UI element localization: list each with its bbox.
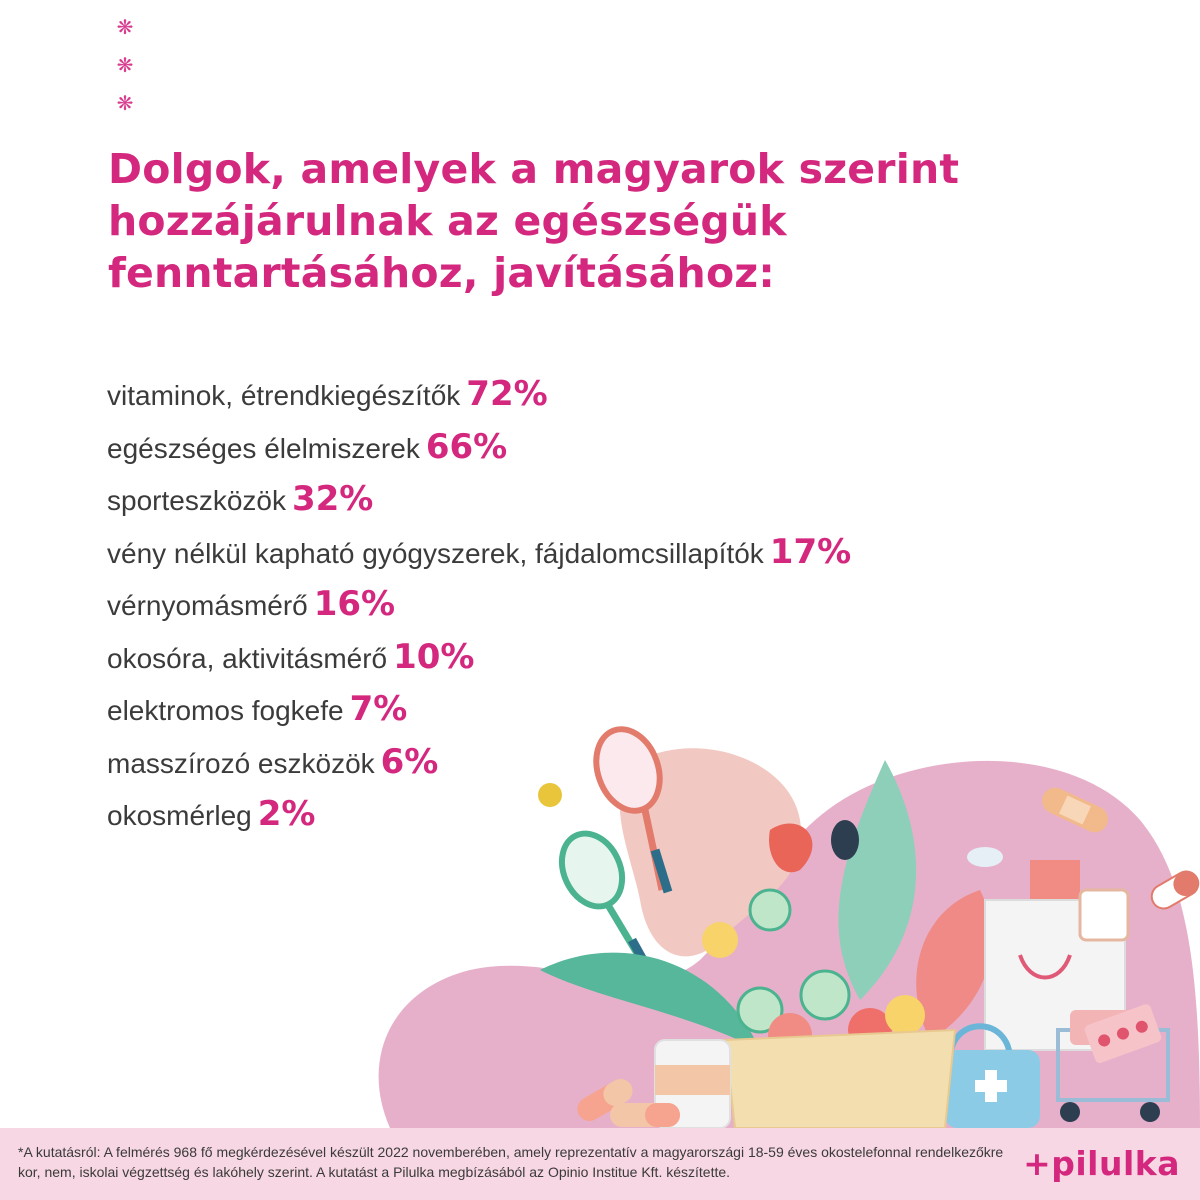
tennis-ball-icon xyxy=(538,783,562,807)
item-label: okosóra, aktivitásmérő xyxy=(107,642,388,674)
item-percent: 32% xyxy=(291,479,374,519)
item-label: vény nélkül kapható gyógyszerek, fájdalomcsillapítók xyxy=(107,537,764,569)
item-label: sporteszközök xyxy=(107,485,286,516)
star-icon: ❋ xyxy=(116,91,134,115)
item-label: vitaminok, étrendkiegészítők xyxy=(107,380,461,411)
item-percent: 72% xyxy=(466,374,548,414)
item-percent: 6% xyxy=(380,741,439,782)
list-item xyxy=(107,473,851,526)
item-percent: 2% xyxy=(257,794,316,834)
research-footnote: *A kutatásról: A felmérés 968 fő megkérdezésével készült 2022 novemberében, amely reprezentatív a magyarországi 18-59 éves okostelefonnal rendelkezőkre kor, nem, iskolai végzettség és lakóhely szerint. A kutatást a Pilulka megbízásából az Opinio Institue Kft. készítette. xyxy=(18,1144,1004,1180)
health-illustration xyxy=(300,700,1200,1130)
list-item xyxy=(107,578,851,631)
item-label: egészséges élelmiszerek xyxy=(107,432,420,464)
page-title: Dolgok, amelyek a magyarok szerint hozzájárulnak az egészségük fenntartásához, javításához: xyxy=(108,145,960,297)
item-percent: 17% xyxy=(769,531,852,572)
list-item xyxy=(107,526,851,579)
list-item xyxy=(107,368,851,421)
item-label: elektromos fogkefe xyxy=(107,695,344,726)
item-percent: 7% xyxy=(349,689,408,729)
list-item xyxy=(107,421,851,474)
item-label: vérnyomásmérő xyxy=(107,590,308,621)
star-icon: ❋ xyxy=(116,53,134,77)
brand-logo: +pilulka xyxy=(1023,1144,1180,1183)
pill-icon xyxy=(610,1103,680,1127)
item-percent: 16% xyxy=(313,584,396,624)
item-percent: 66% xyxy=(425,426,508,467)
item-label: okosmérleg xyxy=(107,800,252,831)
item-label: masszírozó eszközök xyxy=(107,747,375,779)
footer xyxy=(0,1128,1200,1200)
pill-icon xyxy=(967,847,1003,867)
list-item xyxy=(107,631,851,684)
item-percent: 10% xyxy=(393,636,475,677)
star-icon: ❋ xyxy=(116,15,134,39)
decorative-stars xyxy=(113,8,137,122)
